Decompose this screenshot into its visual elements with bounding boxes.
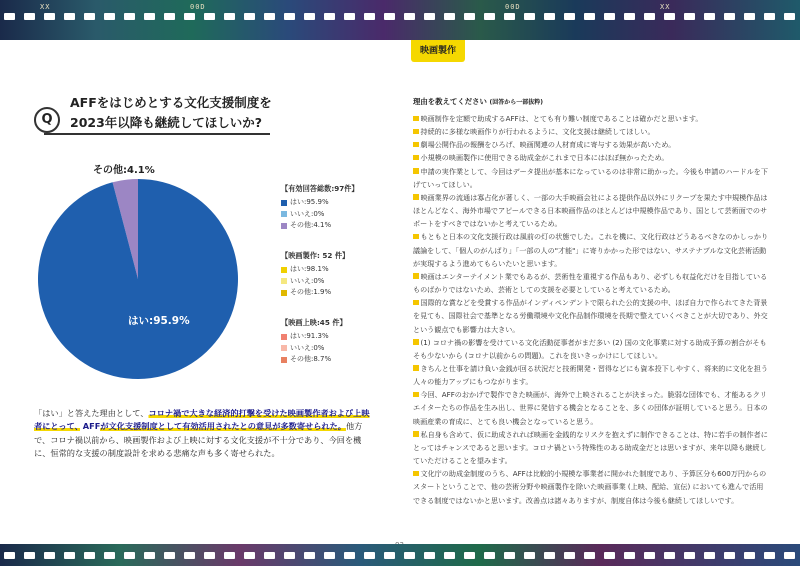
reason-text: 文化庁の助成金制度のうち、AFFは比較的小規模な事業者に開かれた制度であり、予算区分も600万円からのスタートということで、他の芸術分野や映画製作を除いた映画事業 (上映、配給、宣伝) においても進んで活用できる制度ではないかと思います。改善点は諸々ありますが、制度自体は今後も継続してほしいです。 xyxy=(413,469,767,505)
legend-header: 【映画製作: 52 件】 xyxy=(281,251,350,260)
film-perforation xyxy=(244,13,255,20)
film-perforation xyxy=(484,552,495,559)
film-perforation xyxy=(404,13,415,20)
reason-item xyxy=(413,112,769,125)
reason-text: 小規模の映画製作に使用できる助成金がこれまで日本にはほぼ無かったため。 xyxy=(420,153,669,163)
film-perforation xyxy=(504,552,515,559)
legend-row xyxy=(281,276,349,288)
reason-item xyxy=(413,165,769,191)
legend-swatch xyxy=(281,223,287,229)
film-perforation xyxy=(384,552,395,559)
section-tag: 映画製作 xyxy=(411,40,465,62)
film-perforation xyxy=(704,13,715,20)
film-perforation xyxy=(164,13,175,20)
reason-text: 申請の実作業として、今回はデータ提出が基本になっているのは非常に助かった。今後も申請のハードルを下げていってほしい。 xyxy=(413,166,768,189)
film-perforation xyxy=(24,552,35,559)
legend-swatch xyxy=(281,334,287,340)
conclusion-text: 他方で、コロナ禍以前から、映画製作および上映に対する文化支援が不十分であり、今回を機に、恒常的な支援の制度設計を求める悲痛な声も多く寄せられた。 xyxy=(34,421,363,459)
reasons-heading xyxy=(413,96,769,107)
legend-label: その他:8.7% xyxy=(290,355,332,364)
film-perforation xyxy=(104,552,115,559)
film-mark: XX xyxy=(660,3,671,11)
legend-row xyxy=(281,331,347,343)
film-perforation xyxy=(644,552,655,559)
reason-text: もともと日本の文化支援行政は風前の灯の状態でした。これを機に、文化行政はどうあるべきなのかしっかり議論をして、「個人のがんばり」「一部の人の"才能"」に寄りかかった形ではない、サステナブルな文化芸術活動が実現するよう進めてもらいたいと思います。 xyxy=(413,232,769,268)
reason-text: (1) コロナ禍の影響を受けている文化活動従事者がまだ多い (2) 国の文化事業に対する助成予算の割合がそもそも少ないから (コロナ以前からの問題)。これを良いきっかけにしてほしい。 xyxy=(413,337,767,360)
film-mark: 00D xyxy=(190,3,206,11)
film-perforation xyxy=(304,13,315,20)
pie-slice-はい xyxy=(38,179,238,379)
conclusion-text: 「はい」と答えた理由として、 xyxy=(34,408,149,418)
question-title xyxy=(70,93,300,133)
film-perforation xyxy=(644,13,655,20)
bullet-square-icon xyxy=(413,365,419,371)
film-perforation xyxy=(564,13,575,20)
film-perforation xyxy=(544,552,555,559)
legend-label: その他:1.9% xyxy=(290,288,332,297)
film-perforation xyxy=(44,552,55,559)
film-perforation xyxy=(724,13,735,20)
legend-swatch xyxy=(281,211,287,217)
reasons-column xyxy=(413,96,769,507)
legend-label: その他:4.1% xyxy=(290,221,332,230)
conclusion-paragraph xyxy=(34,407,374,461)
film-perforation xyxy=(524,13,535,20)
film-perforation xyxy=(24,13,35,20)
bullet-square-icon xyxy=(413,116,419,122)
legend-header: 【有効回答総数:97件】 xyxy=(281,184,359,193)
question-line-1: AFFをはじめとする文化支援制度を xyxy=(70,95,272,110)
bullet-square-icon xyxy=(413,392,419,398)
film-perforation xyxy=(724,552,735,559)
reason-item xyxy=(413,125,769,138)
film-perforation xyxy=(464,552,475,559)
reason-item xyxy=(413,191,769,230)
film-mark: XX xyxy=(40,3,51,11)
reason-text: 国際的な賞などを受賞する作品がインディペンデントで限られた公的支援の中、ほぼ自力で作られてきた背景を見ても、国際社会で基準となる労働環境や文化作品制作環境を長期で整えていくべきことが大切であり、外交という観点でも影響力は大きい。 xyxy=(413,298,768,334)
film-perforation xyxy=(344,13,355,20)
legend-label: はい:98.1% xyxy=(290,264,329,273)
reason-item xyxy=(413,296,769,335)
bullet-square-icon xyxy=(413,339,419,345)
legend-label: いいえ:0% xyxy=(290,343,325,352)
film-perforation xyxy=(504,13,515,20)
film-perforation xyxy=(204,552,215,559)
film-perforation xyxy=(4,552,15,559)
reason-item xyxy=(413,151,769,164)
film-perforation xyxy=(144,552,155,559)
reason-item xyxy=(413,230,769,269)
bullet-square-icon xyxy=(413,129,419,135)
film-perforation xyxy=(744,552,755,559)
legend-swatch xyxy=(281,200,287,206)
legend-row xyxy=(281,197,359,209)
legend-label: はい:91.3% xyxy=(290,331,329,340)
legend-row xyxy=(281,264,349,276)
pie-label-other: その他:4.1% xyxy=(93,165,155,176)
bullet-square-icon xyxy=(413,471,419,477)
film-strip-top xyxy=(0,0,800,40)
film-perforation xyxy=(764,13,775,20)
bullet-square-icon xyxy=(413,234,419,240)
reason-text: 持続的に多様な映画作りが行われるように、文化支援は継続してほしい。 xyxy=(420,127,655,137)
film-perforation xyxy=(404,552,415,559)
reasons-heading-note: (回答から一部抜粋) xyxy=(489,99,543,106)
reason-item xyxy=(413,336,769,362)
film-perforation xyxy=(544,13,555,20)
legend-swatch xyxy=(281,278,287,284)
film-perforation xyxy=(424,13,435,20)
film-perforation xyxy=(4,13,15,20)
film-perforation xyxy=(164,552,175,559)
film-perforation xyxy=(344,552,355,559)
bullet-square-icon xyxy=(413,168,419,174)
film-perforation xyxy=(284,552,295,559)
conclusion-highlight: コロナ禍で大きな経済的打撃を受けた映画製作者および上映者にとって、AFFが文化支援制度として有効活用されたとの意見が多数寄せられた。 xyxy=(34,408,370,432)
film-perforation xyxy=(124,13,135,20)
bullet-square-icon xyxy=(413,273,419,279)
legend-row xyxy=(281,287,349,299)
film-perforation xyxy=(444,552,455,559)
legend-label: はい:95.9% xyxy=(290,197,329,206)
reasons-list xyxy=(413,112,769,507)
bullet-square-icon xyxy=(413,155,419,161)
film-mark: 00D xyxy=(505,3,521,11)
film-perforation xyxy=(244,552,255,559)
film-perforation xyxy=(324,552,335,559)
film-perforation xyxy=(324,13,335,20)
bullet-square-icon xyxy=(413,142,419,148)
film-perforation xyxy=(384,13,395,20)
question-badge: Q xyxy=(34,107,60,133)
film-perforation xyxy=(784,552,795,559)
film-perforation xyxy=(584,13,595,20)
film-perforation xyxy=(84,13,95,20)
film-perforation xyxy=(444,13,455,20)
film-perforation xyxy=(264,13,275,20)
reason-item xyxy=(413,362,769,388)
question-line-2: 2023年以降も継続してほしいか? xyxy=(70,115,263,130)
question-underline xyxy=(44,133,270,135)
film-perforation xyxy=(564,552,575,559)
film-perforation xyxy=(224,13,235,20)
film-perforation xyxy=(684,552,695,559)
film-perforation xyxy=(604,13,615,20)
film-perforation xyxy=(364,552,375,559)
film-perforation xyxy=(104,13,115,20)
legend-row xyxy=(281,343,347,355)
reason-text: 劇場公開作品の報酬をひろげ、映画関連の人材育成に寄与する効果が高いため。 xyxy=(420,140,676,150)
film-perforation xyxy=(84,552,95,559)
bullet-square-icon xyxy=(413,300,419,306)
legend-swatch xyxy=(281,290,287,296)
film-perforation xyxy=(44,13,55,20)
film-perforation xyxy=(424,552,435,559)
legend-production xyxy=(281,250,349,299)
reason-text: きちんと仕事を請け負い金銭が回る状況だと技術開発・習得などにも資本投下しやすく、将来的に文化を担う人々の能力アップにもつながります。 xyxy=(413,363,768,387)
reason-text: 映画制作を定額で助成するAFFは、とても有り難い制度であることは確かだと思います。 xyxy=(420,114,703,123)
film-perforation xyxy=(704,552,715,559)
film-perforation xyxy=(184,552,195,559)
film-perforation xyxy=(464,13,475,20)
film-strip-bottom xyxy=(0,544,800,566)
film-perforation xyxy=(204,13,215,20)
reason-text: 映画業界の流通は寡占化が著しく、一部の大手映画会社による提供作品以外にリクープを果たす中規模作品はほとんどなく、海外市場でアピールできる日本映画作品のほとんどは中規模作品であり、国として芸術面でのサポートをすべきではないかと考えているため。 xyxy=(413,192,768,229)
film-perforation xyxy=(124,552,135,559)
film-perforation xyxy=(784,13,795,20)
film-perforation xyxy=(304,552,315,559)
bullet-square-icon xyxy=(413,431,419,437)
film-perforation xyxy=(764,552,775,559)
film-perforation xyxy=(264,552,275,559)
film-perforation xyxy=(604,552,615,559)
legend-row xyxy=(281,220,359,232)
film-perforation xyxy=(664,13,675,20)
film-perforation xyxy=(664,552,675,559)
legend-swatch xyxy=(281,345,287,351)
pie-chart xyxy=(37,178,239,380)
film-perforation xyxy=(284,13,295,20)
legend-swatch xyxy=(281,357,287,363)
film-perforation xyxy=(144,13,155,20)
film-perforation xyxy=(684,13,695,20)
reason-item xyxy=(413,388,769,427)
film-perforation xyxy=(744,13,755,20)
film-perforation xyxy=(584,552,595,559)
legend-row xyxy=(281,209,359,221)
reason-item xyxy=(413,428,769,467)
reasons-heading-text: 理由を教えてください xyxy=(413,97,487,106)
reason-text: 私自身も含めて、仮に助成されれば映画を金銭的なリスクを抱えずに制作できることは、特に若手の制作者にとってはチャンスであると思います。コロナ禍という特殊性のある助成金だとは思いますが、来年以降も継続していただけることを望みます。 xyxy=(413,429,768,466)
legend-row xyxy=(281,354,347,366)
film-perforation xyxy=(364,13,375,20)
film-perforation xyxy=(624,13,635,20)
reason-item xyxy=(413,138,769,151)
pie-label-yes: はい:95.9% xyxy=(128,315,190,327)
film-perforation xyxy=(624,552,635,559)
legend-screening xyxy=(281,317,347,366)
film-perforation xyxy=(64,552,75,559)
legend-swatch xyxy=(281,267,287,273)
film-perforation xyxy=(184,13,195,20)
reason-text: 今回、AFFのおかげで製作できた映画が、海外で上映されることが決まった。脆弱な団体でも、才能あるクリエイターたちの作品を生み出し、世界に発信する機会となることを、多くの団体が証明していると思う。日本の映画産業の育成に、とても良い機会となっていると思う。 xyxy=(413,390,768,426)
reason-item xyxy=(413,270,769,296)
legend-label: いいえ:0% xyxy=(290,276,325,285)
legend-label: いいえ:0% xyxy=(290,209,325,218)
film-perforation xyxy=(524,552,535,559)
bullet-square-icon xyxy=(413,194,419,200)
film-perforation xyxy=(224,552,235,559)
film-perforation xyxy=(484,13,495,20)
legend-total xyxy=(281,183,359,232)
reason-text: 映画はエンターテイメント業でもあるが、芸術性を重視する作品もあり、必ずしも収益化だけを目指しているものばかりではないため、芸術としての支援を必要としていると考えているため。 xyxy=(413,271,768,295)
film-perforation xyxy=(64,13,75,20)
legend-header: 【映画上映:45 件】 xyxy=(281,318,347,327)
reason-item xyxy=(413,467,769,506)
